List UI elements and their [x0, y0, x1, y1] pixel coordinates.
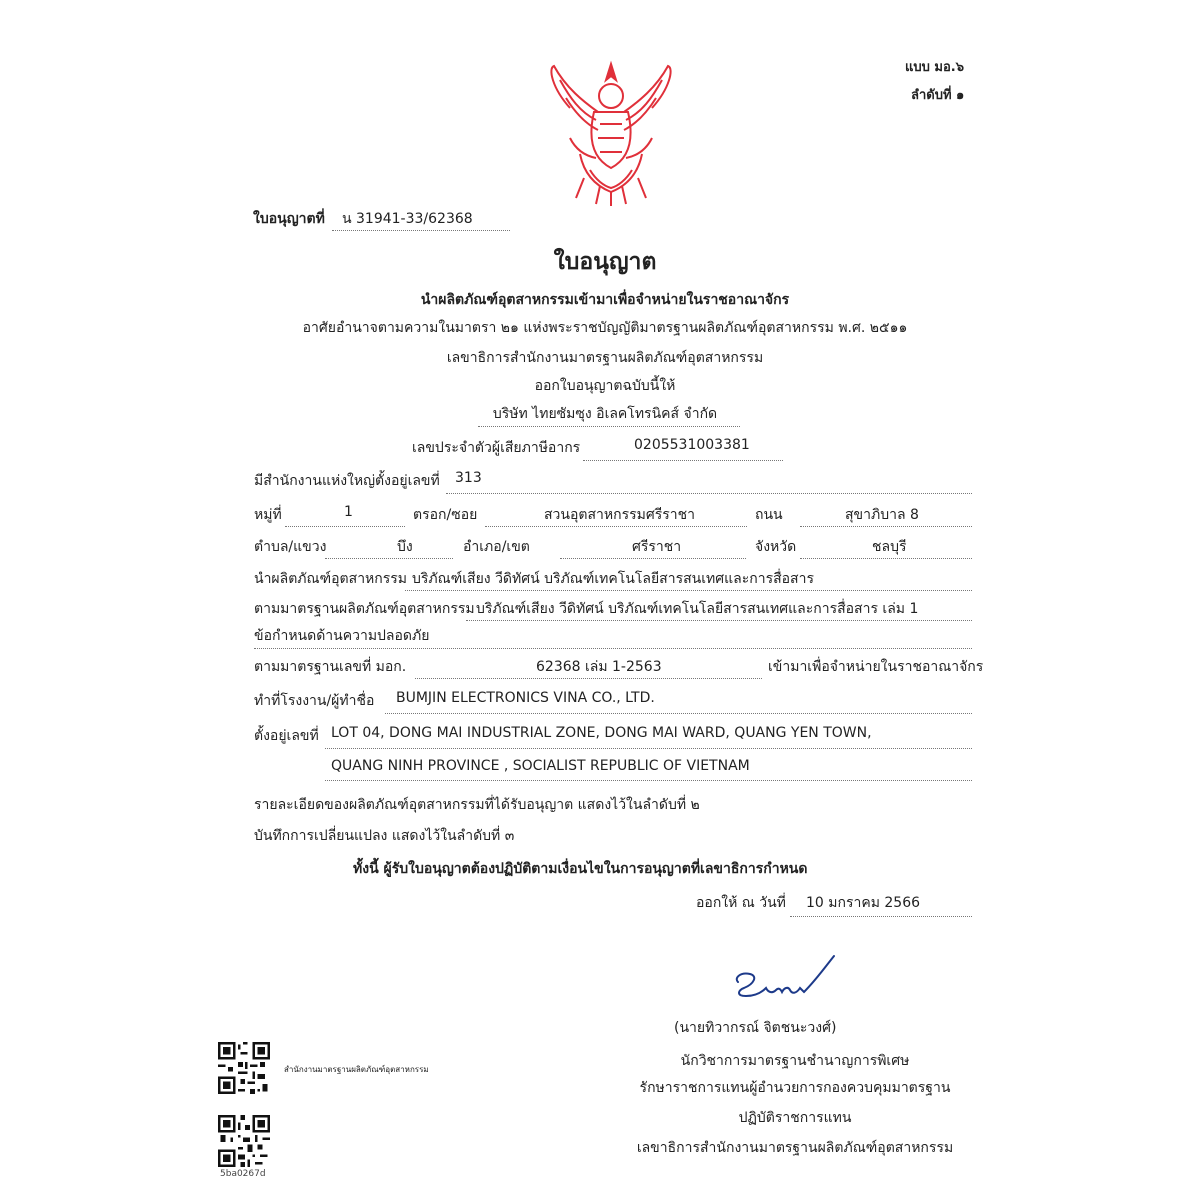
moo-label: หมู่ที่: [254, 507, 282, 523]
standard-line-2-rule: [254, 648, 972, 649]
issued-line: [790, 916, 972, 917]
issued-date: 10 มกราคม 2566: [806, 895, 921, 911]
amphoe-value: ศรีราชา: [632, 539, 682, 555]
hq-label: มีสำนักงานแห่งใหญ่ตั้งอยู่เลขที่: [254, 473, 440, 489]
qr-code-license[interactable]: [218, 1115, 270, 1167]
factory-line: [385, 713, 972, 714]
note-changes: บันทึกการเปลี่ยนแปลง แสดงไว้ในลำดับที่ ๓: [254, 828, 515, 844]
tambon-label: ตำบล/แขวง: [254, 539, 327, 555]
license-no-label: ใบอนุญาตที่: [253, 211, 325, 227]
product-label: นำผลิตภัณฑ์อุตสาหกรรม: [254, 571, 408, 587]
moo-line: [285, 526, 405, 527]
standard-line-2: ข้อกำหนดด้านความปลอดภัย: [254, 628, 430, 644]
license-no-line: [332, 230, 510, 231]
road-label: ถนน: [755, 507, 783, 523]
standard-label: ตามมาตรฐานผลิตภัณฑ์อุตสาหกรรม: [254, 601, 475, 617]
tambon-line: [325, 558, 453, 559]
soi-label: ตรอก/ซอย: [413, 507, 478, 523]
tax-id-value: 0205531003381: [634, 437, 750, 453]
factory-address-line-2: QUANG NINH PROVINCE , SOCIALIST REPUBLIC OF VIETNAM: [331, 758, 750, 774]
condition-text: ทั้งนี้ ผู้รับใบอนุญาตต้องปฏิบัติตามเงื่อนไขในการอนุญาตที่เลขาธิการกำหนด: [353, 861, 808, 877]
amphoe-label: อำเภอ/เขต: [463, 539, 530, 555]
signatory-line-1: นักวิชาการมาตรฐานชำนาญการพิเศษ: [680, 1053, 910, 1069]
qr-code-id: 5ba0267d: [220, 1169, 266, 1179]
tambon-value: บึง: [397, 539, 413, 555]
hq-line: [446, 493, 972, 494]
soi-line: [485, 526, 747, 527]
amphoe-line: [560, 558, 746, 559]
tax-id-line: [583, 460, 783, 461]
tis-value: 62368 เล่ม 1-2563: [536, 659, 662, 675]
company-name: บริษัท ไทยซัมซุง อิเลคโทรนิคส์ จำกัด: [492, 406, 718, 422]
road-value: สุขาภิบาล 8: [845, 507, 919, 523]
company-line: [478, 426, 740, 427]
factory-address-rule-2: [325, 780, 972, 781]
qr-caption: สำนักงานมาตรฐานผลิตภัณฑ์อุตสาหกรรม: [284, 1065, 429, 1074]
license-no-value: น 31941-33/62368: [342, 211, 473, 227]
form-code: แบบ มอ.๖: [905, 60, 964, 75]
factory-address-line-1: LOT 04, DONG MAI INDUSTRIAL ZONE, DONG MAI WARD, QUANG YEN TOWN,: [331, 725, 872, 741]
signature: [730, 952, 840, 1006]
standard-value: บริภัณฑ์เสียง วีดิทัศน์ บริภัณฑ์เทคโนโลยีสารสนเทศและการสื่อสาร เล่ม 1: [476, 601, 919, 617]
soi-value: สวนอุตสาหกรรมศรีราชา: [544, 507, 696, 523]
signatory-name: (นายทิวากรณ์ จิตชนะวงศ์): [674, 1020, 837, 1036]
moo-value: 1: [344, 504, 353, 520]
factory-name: BUMJIN ELECTRONICS VINA CO., LTD.: [396, 690, 655, 706]
tis-label: ตามมาตรฐานเลขที่ มอก.: [254, 659, 407, 675]
authority-line-3: ออกใบอนุญาตฉบับนี้ให้: [534, 378, 676, 394]
authority-line-2: เลขาธิการสำนักงานมาตรฐานผลิตภัณฑ์อุตสาหกรรม: [446, 350, 764, 366]
hq-number: 313: [455, 470, 482, 486]
qr-code-office[interactable]: [218, 1042, 270, 1094]
province-line: [800, 558, 972, 559]
province-label: จังหวัด: [755, 539, 797, 555]
note-details: รายละเอียดของผลิตภัณฑ์อุตสาหกรรมที่ได้รับอนุญาต แสดงไว้ในลำดับที่ ๒: [254, 797, 700, 813]
product-value: บริภัณฑ์เสียง วีดิทัศน์ บริภัณฑ์เทคโนโลยีสารสนเทศและการสื่อสาร: [412, 571, 814, 587]
standard-line: [466, 620, 972, 621]
signatory-line-3: ปฏิบัติราชการแทน: [738, 1110, 852, 1126]
issued-label: ออกให้ ณ วันที่: [696, 895, 786, 911]
factory-address-label: ตั้งอยู่เลขที่: [254, 728, 319, 744]
form-order: ลำดับที่ ๑: [911, 88, 965, 103]
factory-address-rule-1: [325, 748, 972, 749]
road-line: [800, 526, 972, 527]
document-subtitle: นำผลิตภัณฑ์อุตสาหกรรมเข้ามาเพื่อจำหน่ายในราชอาณาจักร: [420, 292, 790, 308]
authority-line-1: อาศัยอำนาจตามความในมาตรา ๒๑ แห่งพระราชบัญญัติมาตรฐานผลิตภัณฑ์อุตสาหกรรม พ.ศ. ๒๕๑๑: [302, 320, 908, 336]
garuda-emblem: [540, 58, 682, 208]
tis-line: [415, 678, 762, 679]
product-line: [405, 590, 972, 591]
province-value: ชลบุรี: [872, 539, 907, 555]
tax-id-label: เลขประจำตัวผู้เสียภาษีอากร: [412, 440, 581, 456]
signatory-line-2: รักษาราชการแทนผู้อำนวยการกองควบคุมมาตรฐาน: [639, 1080, 951, 1096]
factory-label: ทำที่โรงงาน/ผู้ทำชื่อ: [254, 693, 375, 709]
signatory-line-4: เลขาธิการสำนักงานมาตรฐานผลิตภัณฑ์อุตสาหกรรม: [636, 1140, 954, 1156]
document-title: ใบอนุญาต: [553, 249, 657, 275]
tis-suffix: เข้ามาเพื่อจำหน่ายในราชอาณาจักร: [768, 659, 984, 675]
